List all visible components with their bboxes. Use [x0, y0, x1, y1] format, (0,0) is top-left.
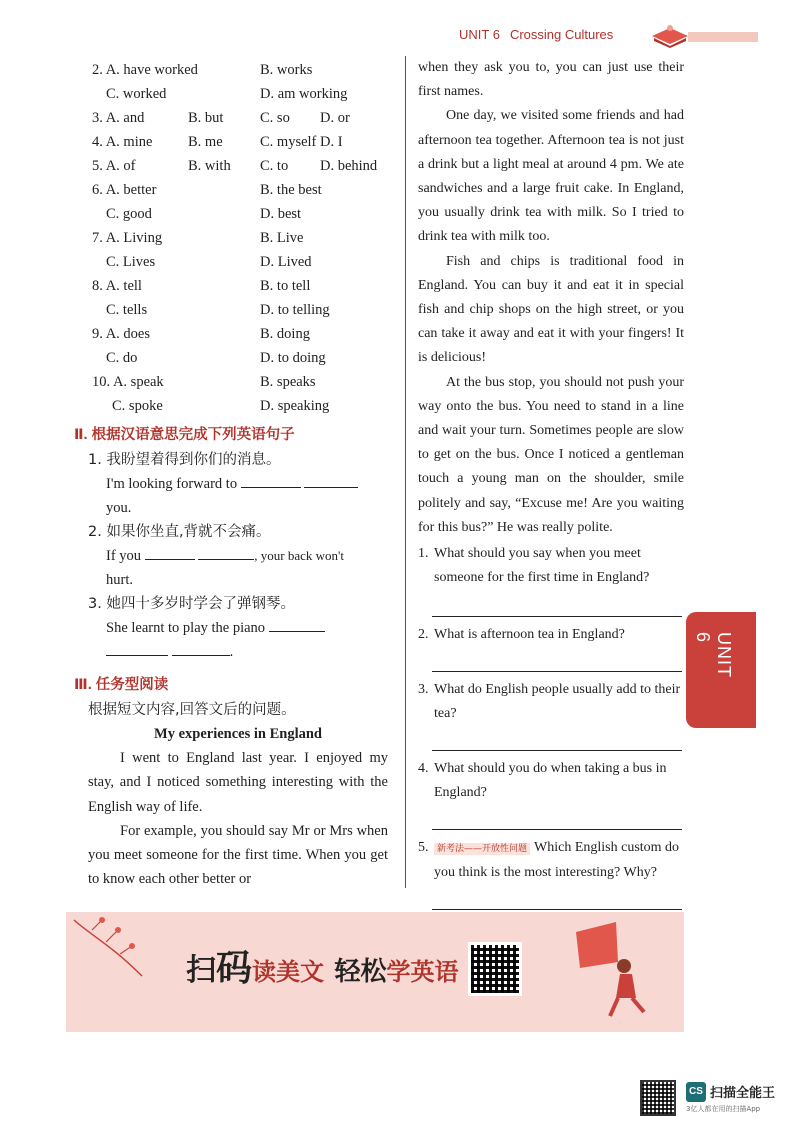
option: B. works [260, 62, 313, 78]
english-sentence [88, 640, 388, 664]
option: B. Live [260, 230, 304, 246]
section-title: Ⅱ. 根据汉语意思完成下列英语句子 [74, 427, 295, 443]
qr-code[interactable] [468, 942, 522, 996]
option-row [88, 58, 388, 82]
question-text [418, 836, 684, 885]
option-row [88, 274, 388, 298]
option: B. me [188, 134, 223, 150]
option: C. to [260, 158, 289, 174]
question-number: 1. [418, 546, 429, 562]
option-row [88, 322, 388, 346]
option: 3. A. and [92, 110, 145, 126]
answer-line[interactable] [432, 616, 682, 617]
option: B. speaks [260, 374, 316, 390]
option: C. good [106, 206, 152, 222]
passage-paragraph: Fish and chips is traditional food in England. You can buy it and eat it in special fish and chip shops on the high street, or you can take it away and eat it with your fingers! It is delicious! [418, 253, 684, 366]
book-logo-icon [648, 22, 692, 48]
chinese-sentence: 1. 我盼望着得到你们的消息。 [88, 452, 281, 468]
option-row [88, 178, 388, 202]
question-number: 4. [418, 761, 429, 777]
footer-qr-code [640, 1080, 676, 1116]
header-stripe [688, 32, 758, 42]
sentence-text: . [229, 644, 234, 660]
banner-word: 码 [216, 948, 253, 989]
question [418, 623, 684, 672]
promo-banner[interactable] [66, 912, 684, 1032]
column-divider [405, 56, 406, 888]
question-number: 5. [418, 840, 429, 856]
answer-line[interactable] [432, 750, 682, 751]
question-number: 2. [418, 627, 429, 643]
option: B. but [188, 110, 224, 126]
question [418, 542, 684, 617]
option: D. am working [260, 86, 348, 102]
option-row [88, 250, 388, 274]
chinese-sentence: 3. 她四十多岁时学会了弹钢琴。 [88, 596, 295, 612]
question [418, 836, 684, 910]
page-header [0, 22, 800, 52]
passage-paragraph: For example, you should say Mr or Mrs when you meet someone for the first time. When you get to know each other better or [88, 822, 388, 888]
option: C. worked [106, 86, 167, 102]
option: 2. A. have worked [92, 62, 198, 78]
left-column [74, 58, 388, 892]
banner-word: 学英语 [386, 958, 459, 986]
option-row [88, 202, 388, 226]
option: 10. A. speak [92, 374, 164, 390]
option-row [88, 226, 388, 250]
camscanner-name: 扫描全能王 [710, 1086, 776, 1101]
answer-line[interactable] [432, 909, 682, 910]
option-row [88, 130, 388, 154]
option: C. so [260, 110, 290, 126]
sentence-text: I'm looking forward to [106, 476, 238, 492]
question-text [418, 678, 684, 726]
plum-branch-icon [72, 916, 162, 986]
option: 8. A. tell [92, 278, 142, 294]
question [418, 757, 684, 830]
unit-name: Crossing Cultures [509, 27, 614, 42]
banner-slogan [186, 940, 458, 991]
question-body: What do English people usually add to their tea? [434, 682, 681, 722]
question-body: What should you say when you meet someone for the first time in England? [434, 546, 650, 586]
answer-blank[interactable] [304, 474, 358, 488]
option: D. Lived [260, 254, 312, 270]
option-row [88, 394, 388, 418]
translation-item [88, 592, 388, 664]
passage-paragraph: when they ask you to, you can just use their first names. [418, 60, 684, 100]
option: B. the best [260, 182, 322, 198]
option-row [88, 346, 388, 370]
question-number: 3. [418, 682, 429, 698]
sentence-text: you. [106, 500, 132, 516]
translation-item [88, 520, 388, 592]
option: C. Lives [106, 254, 156, 270]
camscanner-tagline: 3亿人都在用的扫描App [686, 1105, 761, 1113]
option: C. do [106, 350, 138, 366]
option: D. to doing [260, 350, 326, 366]
english-sentence [88, 544, 388, 568]
option: 4. A. mine [92, 134, 153, 150]
question-text [418, 542, 684, 590]
answer-line[interactable] [432, 671, 682, 672]
question-body: What should you do when taking a bus in England? [434, 761, 667, 801]
right-column [418, 56, 684, 910]
passage-title: My experiences in England [154, 726, 322, 742]
sentence-text: If you [106, 548, 142, 564]
option: C. myself [260, 134, 317, 150]
option: B. to tell [260, 278, 311, 294]
camscanner-logo: CS [686, 1082, 706, 1102]
answer-blank[interactable] [106, 642, 168, 656]
question-body: Which English custom do you think is the most interesting? Why? [434, 840, 680, 881]
banner-word: 读美文 [252, 958, 325, 986]
option-row [88, 370, 388, 394]
answer-blank[interactable] [198, 546, 254, 560]
option-row [88, 298, 388, 322]
new-exam-tag: 新考法——开放性问题 [434, 843, 530, 855]
question [418, 678, 684, 751]
option: B. with [188, 158, 231, 174]
passage-paragraph: I went to England last year. I enjoyed my stay, and I noticed something interesting with the English way of life. [88, 750, 388, 815]
option: D. or [320, 110, 350, 126]
option: C. tells [106, 302, 148, 318]
unit-label: UNIT 6 [459, 27, 500, 42]
option: 7. A. Living [92, 230, 163, 246]
option: D. behind [320, 158, 378, 174]
options-list [88, 58, 388, 418]
english-sentence [88, 472, 388, 496]
sentence-text: She learnt to play the piano [106, 620, 266, 636]
option-row [88, 106, 388, 130]
answer-blank[interactable] [269, 618, 325, 632]
chinese-sentence: 2. 如果你坐直,背就不会痛。 [88, 524, 271, 540]
option: D. best [260, 206, 302, 222]
option-row [88, 82, 388, 106]
option: 6. A. better [92, 182, 157, 198]
instruction: 根据短文内容,回答文后的问题。 [88, 702, 296, 718]
translation-item [88, 448, 388, 520]
banner-word: 轻松 [334, 957, 387, 987]
option: 5. A. of [92, 158, 136, 174]
question-body: What is afternoon tea in England? [434, 627, 625, 643]
unit-side-tab [686, 612, 756, 728]
answer-blank[interactable] [145, 546, 195, 560]
option: D. to telling [260, 302, 330, 318]
sentence-text: , your back won't [254, 548, 345, 563]
unit-title [459, 27, 613, 42]
section-title: Ⅲ. 任务型阅读 [74, 677, 169, 693]
passage-paragraph: At the bus stop, you should not push your way onto the bus. You need to stand in a line and wait your turn. Sometimes people are slow to get on the bus. Once I noticed a gentleman touch a young man on the shoulder, smile politely and say, “Excuse me! Are you waiting for this bus?” He was really polite. [418, 374, 684, 535]
side-tab-label: UNIT 6 [693, 632, 734, 678]
option: D. I [320, 134, 343, 150]
passage-paragraph: One day, we visited some friends and had afternoon tea together. Afternoon tea is not just a drink but a light meal at around 4 pm. We ate sandwiches and a large fruit cake. In England, you usually drink tea with milk. So I tried to drink tea with milk too. [418, 108, 684, 245]
answer-blank[interactable] [172, 642, 230, 656]
question-text [418, 623, 684, 647]
scanner-watermark [640, 1078, 790, 1118]
option: 9. A. does [92, 326, 150, 342]
question-text [418, 757, 684, 805]
option: B. doing [260, 326, 310, 342]
english-sentence [88, 616, 388, 640]
option-row [88, 154, 388, 178]
option: C. spoke [112, 398, 163, 414]
reading-person-icon [566, 922, 676, 1022]
banner-word: 扫 [186, 953, 216, 988]
sentence-text: hurt. [106, 572, 133, 588]
qr-pattern [471, 945, 519, 993]
answer-blank[interactable] [241, 474, 301, 488]
option: D. speaking [260, 398, 330, 414]
answer-line[interactable] [432, 829, 682, 830]
